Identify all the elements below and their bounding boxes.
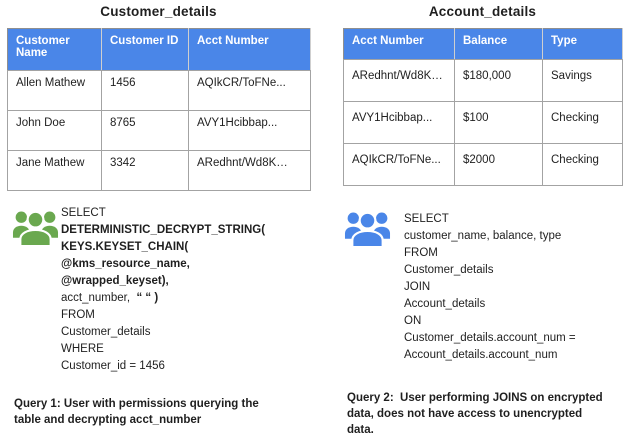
query-text-segment: ON: [404, 315, 422, 327]
query-line: [61, 222, 306, 239]
query-line: [404, 313, 624, 330]
table-cell: John Doe: [8, 111, 102, 151]
table-header-row: [8, 29, 311, 71]
query-line: [404, 296, 624, 313]
column-header: Balance: [455, 29, 543, 60]
query-text-segment: Account_details: [404, 298, 486, 310]
query-text-segment: JOIN: [404, 281, 431, 293]
query-line: [61, 358, 306, 375]
column-header: Acct Number: [189, 29, 311, 71]
table-cell: Savings: [543, 60, 623, 102]
query-text-segment: Customer_details.account_num =: [404, 332, 576, 344]
query-line: [404, 228, 624, 245]
table-header-row: [8, 29, 311, 71]
query-line: [61, 205, 306, 222]
query-line: [61, 239, 306, 256]
query-text-segment: SELECT: [61, 207, 106, 219]
column-header: Acct Number: [344, 29, 455, 60]
account-details-table: [343, 28, 623, 186]
query-text-segment: SELECT: [404, 213, 449, 225]
query-1-caption: [14, 396, 319, 428]
table-cell: 1456: [102, 71, 189, 111]
blue-users-icon: [344, 208, 391, 250]
table-cell: Allen Mathew: [8, 71, 102, 111]
query-text-segment: FROM: [61, 309, 95, 321]
query-line: [404, 245, 624, 262]
query-line: [404, 330, 624, 347]
account-details-title: Account_details: [428, 4, 537, 19]
caption-line: Query 2: User performing JOINS on encrypted: [347, 392, 603, 404]
query-2-sql: [404, 211, 624, 364]
query-text-segment: DETERMINISTIC_DECRYPT_STRING(: [61, 224, 266, 236]
query-text-segment: Customer_details: [61, 326, 151, 338]
query-line: [404, 347, 624, 364]
customer-details-table: [7, 28, 311, 191]
query-text-segment: Customer_details: [404, 264, 494, 276]
table-row: [8, 151, 311, 191]
query-line: [404, 211, 624, 228]
table-cell: $180,000: [455, 60, 543, 102]
table-cell: ARedhnt/Wd8K…: [344, 60, 455, 102]
query-text-segment: FROM: [404, 247, 438, 259]
green-users-icon: [12, 207, 59, 249]
table-header-row: [344, 29, 623, 60]
table-cell: $100: [455, 102, 543, 144]
caption-line: table and decrypting acct_number: [14, 414, 202, 426]
table-cell: $2000: [455, 144, 543, 186]
table-cell: AQIkCR/ToFNe...: [344, 144, 455, 186]
column-header: Customer Name: [8, 29, 102, 71]
query-line: [404, 262, 624, 279]
query-text-segment: @kms_resource_name,: [61, 258, 190, 270]
table-header-row: [344, 29, 623, 60]
table-cell: Checking: [543, 144, 623, 186]
query-line: [61, 273, 306, 290]
table-cell: AQIkCR/ToFNe...: [189, 71, 311, 111]
column-header: Customer ID: [102, 29, 189, 71]
caption-line: Query 1: User with permissions querying the: [14, 398, 259, 410]
query-text-segment: acct_number,: [61, 292, 137, 304]
query-text-segment: customer_name, balance, type: [404, 230, 562, 242]
table-row: [8, 111, 311, 151]
table-row: [344, 60, 623, 102]
table-cell: AVY1Hcibbap...: [344, 102, 455, 144]
table-cell: 8765: [102, 111, 189, 151]
table-cell: AVY1Hcibbap...: [189, 111, 311, 151]
query-text-segment: KEYS.KEYSET_CHAIN(: [61, 241, 189, 253]
query-line: [61, 341, 306, 358]
query-line: [61, 307, 306, 324]
query-text-segment: “ “ ): [136, 292, 159, 304]
query-line: [404, 279, 624, 296]
caption-line: data, does not have access to unencrypted: [347, 408, 583, 420]
table-cell: Checking: [543, 102, 623, 144]
query-text-segment: @wrapped_keyset),: [61, 275, 169, 287]
query-line: [61, 256, 306, 273]
query-text-segment: Account_details.account_num: [404, 349, 558, 361]
query-text-segment: Customer_id = 1456: [61, 360, 165, 372]
table-cell: 3342: [102, 151, 189, 191]
table-row: [8, 71, 311, 111]
table-cell: Jane Mathew: [8, 151, 102, 191]
query-line: [61, 324, 306, 341]
customer-details-title: Customer_details: [100, 4, 217, 19]
column-header: Type: [543, 29, 623, 60]
query-1-sql: [61, 205, 306, 375]
query-text-segment: WHERE: [61, 343, 104, 355]
query-line: [61, 290, 306, 307]
query-2-caption: [347, 390, 625, 438]
table-row: [344, 144, 623, 186]
table-cell: ARedhnt/Wd8K…: [189, 151, 311, 191]
caption-line: data.: [347, 424, 374, 436]
table-row: [344, 102, 623, 144]
